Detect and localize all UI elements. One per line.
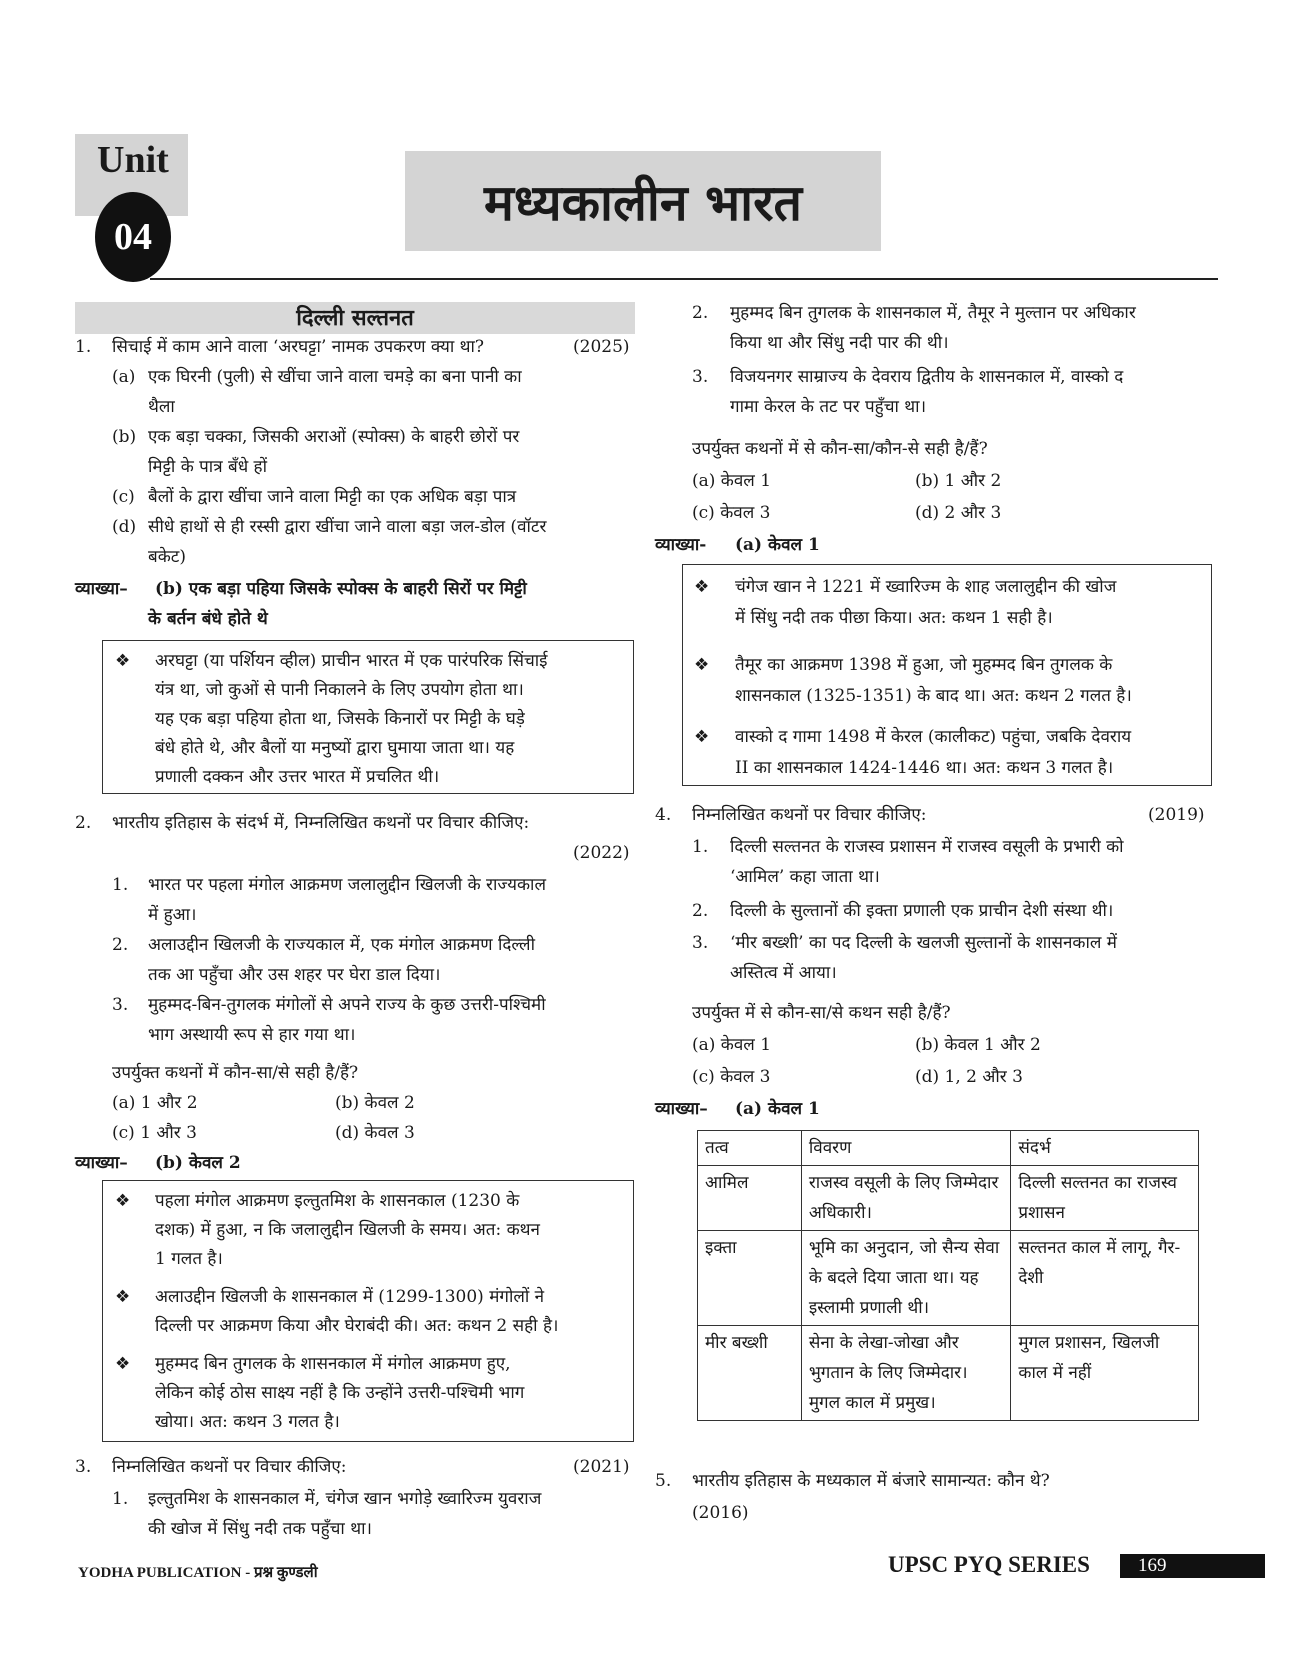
option-text: थैला (148, 397, 175, 417)
statement-text: तक आ पहुँचा और उस शहर पर घेरा डाल दिया। (148, 965, 441, 985)
table-cell: इक्ता (698, 1231, 802, 1326)
question-prompt: उपर्युक्त में से कौन-सा/से कथन सही है/हैं? (692, 1003, 951, 1023)
statement-text: मुहम्मद बिन तुगलक के शासनकाल में, तैमूर ने मुल्तान पर अधिकार (730, 303, 1136, 323)
bullet-icon: ❖ (694, 577, 710, 597)
explanation-text: 1 गलत है। (155, 1249, 223, 1269)
option-d: (d) केवल 3 (335, 1123, 415, 1143)
publisher-footer: YODHA PUBLICATION - प्रश्न कुण्डली (78, 1565, 318, 1581)
explanation-text: मुहम्मद बिन तुगलक के शासनकाल में मंगोल आक्रमण हुए, (155, 1354, 511, 1374)
table-cell: सेना के लेखा-जोखा और भुगतान के लिए जिम्मेदार। मुगल काल में प्रमुख। (801, 1326, 1011, 1421)
option-text: बकेट) (148, 547, 186, 567)
question-number: 3. (75, 1457, 92, 1477)
explanation-label: व्याख्या– (75, 1153, 128, 1173)
option-key: (b) (112, 427, 137, 447)
question-text: निम्नलिखित कथनों पर विचार कीजिए: (692, 805, 927, 825)
table-row (698, 1326, 1199, 1421)
question-year: (2025) (573, 337, 630, 357)
section-heading: दिल्ली सल्तनत (75, 302, 635, 334)
statement-text: की खोज में सिंधु नदी तक पहुँचा था। (148, 1519, 372, 1539)
option-b: (b) 1 और 2 (915, 471, 1002, 491)
question-text: सिचाई में काम आने वाला ‘अरघट्टा’ नामक उपकरण क्या था? (112, 337, 485, 357)
option-c: (c) केवल 3 (692, 1067, 771, 1087)
table-row (698, 1231, 1199, 1326)
option-key: (c) (112, 487, 135, 507)
question-year: (2021) (573, 1457, 630, 1477)
explanation-text: खोया। अत: कथन 3 गलत है। (155, 1412, 340, 1432)
explanation-answer: (b) एक बड़ा पहिया जिसके स्पोक्स के बाहरी सिरों पर मिट्टी (155, 579, 527, 599)
explanation-text: पहला मंगोल आक्रमण इल्तुतमिश के शासनकाल (1230 के (155, 1191, 520, 1211)
statement-text: किया था और सिंधु नदी पार की थी। (730, 333, 949, 353)
explanation-text: प्रणाली दक्कन और उत्तर भारत में प्रचलित थी। (155, 767, 440, 787)
statement-text: दिल्ली सल्तनत के राजस्व प्रशासन में राजस्व वसूली के प्रभारी को (730, 837, 1124, 857)
statement-text: दिल्ली के सुल्तानों की इक्ता प्रणाली एक प्राचीन देशी संस्था थी। (730, 901, 1114, 921)
explanation-text: वास्को द गामा 1498 में केरल (कालीकट) पहुंचा, जबकि देवराय (735, 727, 1132, 747)
option-c: (c) केवल 3 (692, 503, 771, 523)
table-header: संदर्भ (1011, 1131, 1199, 1166)
question-year: (2019) (1148, 805, 1205, 825)
table-cell: मीर बख्शी (698, 1326, 802, 1421)
explanation-text: में सिंधु नदी तक पीछा किया। अत: कथन 1 सही है। (735, 608, 1053, 628)
page-number: 169 (1120, 1554, 1265, 1578)
explanation-answer: के बर्तन बंधे होते थे (148, 609, 268, 629)
table-row (698, 1166, 1199, 1231)
explanation-table (697, 1130, 1199, 1421)
statement-number: 3. (692, 367, 709, 387)
option-d: (d) 2 और 3 (915, 503, 1002, 523)
option-text: सीधे हाथों से ही रस्सी द्वारा खींचा जाने वाला बड़ा जल-डोल (वॉटर (148, 517, 547, 537)
explanation-text: चंगेज खान ने 1221 में ख्वारिज्म के शाह जलालुद्दीन की खोज (735, 577, 1117, 597)
question-text: भारतीय इतिहास के संदर्भ में, निम्नलिखित कथनों पर विचार कीजिए: (112, 813, 530, 833)
statement-text: भारत पर पहला मंगोल आक्रमण जलालुद्दीन खिलजी के राज्यकाल (148, 875, 546, 895)
explanation-text: लेकिन कोई ठोस साक्ष्य नहीं है कि उन्होंने उत्तरी-पश्चिमी भाग (155, 1383, 525, 1403)
statement-number: 3. (692, 933, 709, 953)
question-number: 2. (75, 813, 92, 833)
bullet-icon: ❖ (694, 727, 710, 747)
statement-number: 1. (112, 1489, 129, 1509)
explanation-answer: (a) केवल 1 (735, 535, 820, 555)
statement-number: 2. (692, 901, 709, 921)
explanation-label: व्याख्या- (655, 535, 707, 555)
explanation-text: यह एक बड़ा पहिया होता था, जिसके किनारों पर मिट्टी के घड़े (155, 709, 525, 729)
table-cell: मुगल प्रशासन, खिलजी काल में नहीं (1011, 1326, 1199, 1421)
option-key: (d) (112, 517, 137, 537)
page-title: मध्यकालीन भारत (405, 151, 881, 251)
bullet-icon: ❖ (115, 1191, 131, 1211)
statement-number: 2. (112, 935, 129, 955)
option-d: (d) 1, 2 और 3 (915, 1067, 1023, 1087)
explanation-text: अरघट्टा (या पर्शियन व्हील) प्राचीन भारत में एक पारंपरिक सिंचाई (155, 651, 548, 671)
table-header: तत्व (698, 1131, 802, 1166)
option-c: (c) 1 और 3 (112, 1123, 197, 1143)
unit-label: Unit (97, 139, 169, 181)
bullet-icon: ❖ (694, 655, 710, 675)
bullet-icon: ❖ (115, 1287, 131, 1307)
explanation-text: तैमूर का आक्रमण 1398 में हुआ, जो मुहम्मद बिन तुगलक के (735, 655, 1113, 675)
unit-number-badge: 04 (95, 192, 171, 282)
explanation-label: व्याख्या– (655, 1099, 708, 1119)
explanation-text: बंधे होते थे, और बैलों या मनुष्यों द्वारा घुमाया जाता था। यह (155, 738, 515, 758)
title-divider (150, 278, 1218, 280)
question-prompt: उपर्युक्त कथनों में कौन-सा/से सही है/हैं? (112, 1063, 359, 1083)
explanation-label: व्याख्या– (75, 579, 128, 599)
statement-text: अस्तित्व में आया। (730, 963, 837, 983)
option-text: एक घिरनी (पुली) से खींचा जाने वाला चमड़े का बना पानी का (148, 367, 522, 387)
bullet-icon: ❖ (115, 1354, 131, 1374)
statement-text: गामा केरल के तट पर पहुँचा था। (730, 397, 927, 417)
table-cell: दिल्ली सल्तनत का राजस्व प्रशासन (1011, 1166, 1199, 1231)
option-a: (a) 1 और 2 (112, 1093, 198, 1113)
explanation-text: शासनकाल (1325-1351) के बाद था। अत: कथन 2 गलत है। (735, 686, 1132, 706)
explanation-answer: (b) केवल 2 (155, 1153, 241, 1173)
question-text: भारतीय इतिहास के मध्यकाल में बंजारे सामान्यत: कौन थे? (692, 1471, 1050, 1491)
statement-text: में हुआ। (148, 905, 197, 925)
question-text: निम्नलिखित कथनों पर विचार कीजिए: (112, 1457, 347, 1477)
explanation-text: दशक) में हुआ, न कि जलालुद्दीन खिलजी के समय। अत: कथन (155, 1220, 540, 1240)
explanation-text: अलाउद्दीन खिलजी के शासनकाल में (1299-1300) मंगोलों ने (155, 1287, 545, 1307)
statement-text: ‘मीर बख्शी’ का पद दिल्ली के खलजी सुल्तानों के शासनकाल में (730, 933, 1117, 953)
statement-text: ‘आमिल’ कहा जाता था। (730, 867, 880, 887)
question-year: (2022) (573, 843, 630, 863)
question-prompt: उपर्युक्त कथनों में से कौन-सा/कौन-से सही है/हैं? (692, 439, 988, 459)
series-footer: UPSC PYQ SERIES (888, 1552, 1090, 1577)
explanation-text: दिल्ली पर आक्रमण किया और घेराबंदी की। अत: कथन 2 सही है। (155, 1316, 559, 1336)
option-a: (a) केवल 1 (692, 471, 772, 491)
option-b: (b) केवल 2 (335, 1093, 415, 1113)
statement-text: विजयनगर साम्राज्य के देवराय द्वितीय के शासनकाल में, वास्को द (730, 367, 1124, 387)
statement-text: भाग अस्थायी रूप से हार गया था। (148, 1025, 356, 1045)
statement-number: 1. (692, 837, 709, 857)
option-text: मिट्टी के पात्र बँधे हों (148, 457, 267, 477)
table-header-row (698, 1131, 1199, 1166)
statement-text: मुहम्मद-बिन-तुगलक मंगोलों से अपने राज्य के कुछ उत्तरी-पश्चिमी (148, 995, 546, 1015)
statement-text: अलाउद्दीन खिलजी के राज्यकाल में, एक मंगोल आक्रमण दिल्ली (148, 935, 535, 955)
statement-number: 1. (112, 875, 129, 895)
explanation-text: यंत्र था, जो कुओं से पानी निकालने के लिए उपयोग होता था। (155, 680, 524, 700)
question-year: (2016) (692, 1503, 749, 1523)
statement-number: 3. (112, 995, 129, 1015)
question-number: 4. (655, 805, 672, 825)
option-text: बैलों के द्वारा खींचा जाने वाला मिट्टी का एक अधिक बड़ा पात्र (148, 487, 517, 507)
option-a: (a) केवल 1 (692, 1035, 772, 1055)
statement-number: 2. (692, 303, 709, 323)
question-number: 5. (655, 1471, 672, 1491)
table-cell: सल्तनत काल में लागू, गैर-देशी (1011, 1231, 1199, 1326)
bullet-icon: ❖ (115, 651, 131, 671)
table-cell: आमिल (698, 1166, 802, 1231)
option-key: (a) (112, 367, 136, 387)
explanation-answer: (a) केवल 1 (735, 1099, 820, 1119)
explanation-text: II का शासनकाल 1424-1446 था। अत: कथन 3 गलत है। (735, 758, 1114, 778)
table-header: विवरण (801, 1131, 1011, 1166)
table-cell: भूमि का अनुदान, जो सैन्य सेवा के बदले दिया जाता था। यह इस्लामी प्रणाली थी। (801, 1231, 1011, 1326)
statement-text: इल्तुतमिश के शासनकाल में, चंगेज खान भगोड़े ख्वारिज्म युवराज (148, 1489, 542, 1509)
table-cell: राजस्व वसूली के लिए जिम्मेदार अधिकारी। (801, 1166, 1011, 1231)
option-b: (b) केवल 1 और 2 (915, 1035, 1041, 1055)
question-number: 1. (75, 337, 92, 357)
option-text: एक बड़ा चक्का, जिसकी अराओं (स्पोक्स) के बाहरी छोरों पर (148, 427, 520, 447)
